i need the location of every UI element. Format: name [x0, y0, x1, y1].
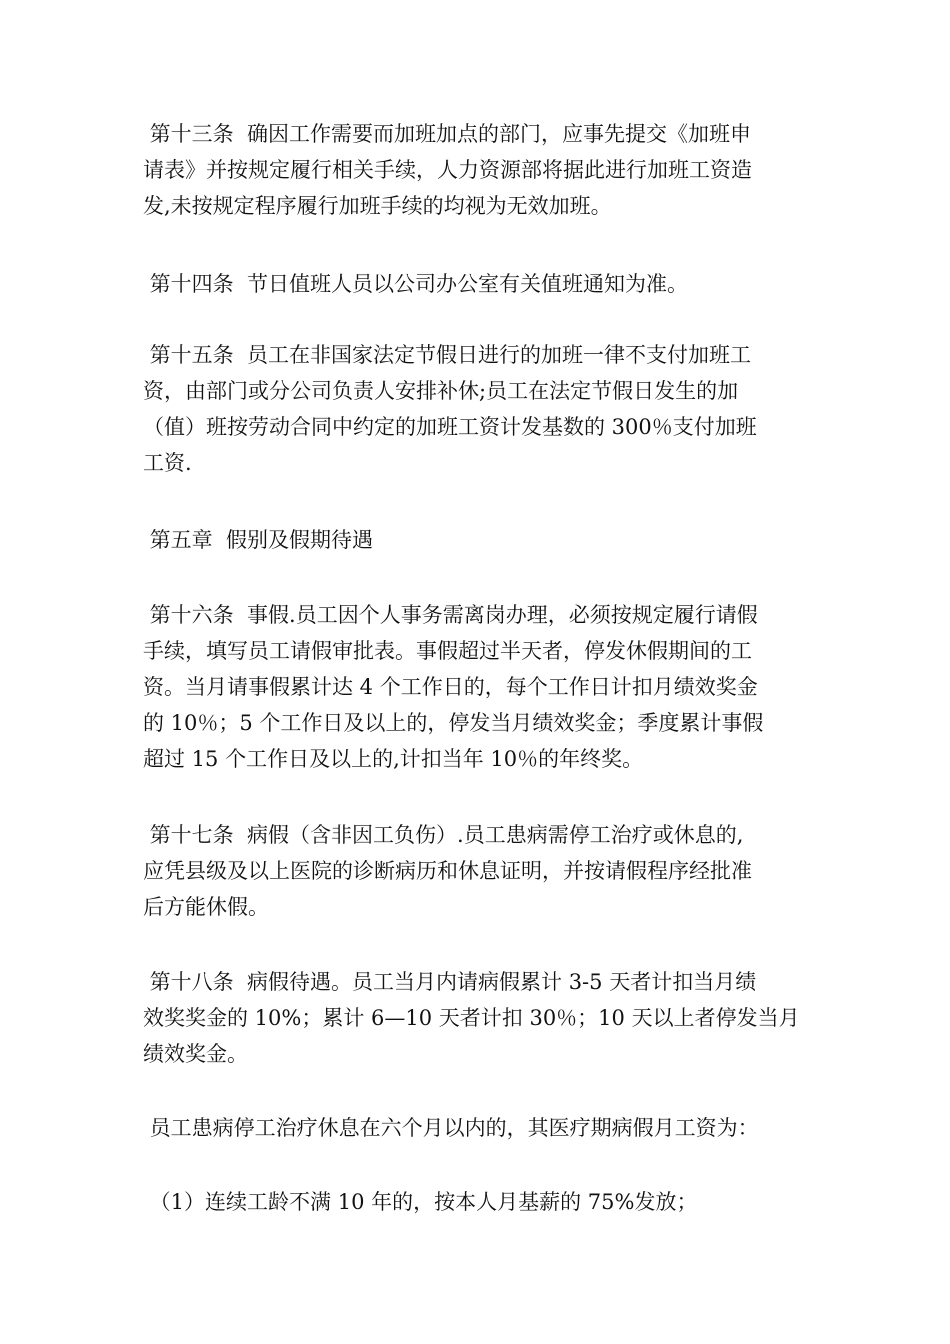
text-line: 资，由部门或分公司负责人安排补休;员工在法定节假日发生的加: [143, 379, 739, 403]
article-13-paragraph: [143, 116, 815, 224]
text-line: 员工患病停工治疗休息在六个月以内的，其医疗期病假月工资为：: [143, 1116, 759, 1140]
article-17-paragraph: [143, 817, 815, 925]
text-line: 第十五条 员工在非国家法定节假日进行的加班一律不支付加班工: [143, 343, 752, 367]
text-line: 第十四条 节日值班人员以公司办公室有关值班通知为准。: [143, 272, 689, 296]
item-1-paragraph: [143, 1184, 815, 1220]
text-line: 超过 15 个工作日及以上的,计扣当年 10％的年终奖。: [143, 747, 644, 771]
sick-leave-pay-paragraph: [143, 1110, 815, 1146]
text-line: 第五章 假别及假期待遇: [143, 528, 374, 552]
article-14-paragraph: [143, 266, 815, 302]
text-line: 第十七条 病假（含非因工负伤）.员工患病需停工治疗或休息的,: [143, 823, 744, 847]
text-line: 资。当月请事假累计达 4 个工作日的，每个工作日计扣月绩效奖金: [143, 675, 758, 699]
article-16-paragraph: [143, 597, 815, 777]
article-18-paragraph: [143, 964, 815, 1072]
chapter-5-heading: [143, 522, 815, 558]
text-line: 手续，填写员工请假审批表。事假超过半天者，停发休假期间的工: [143, 639, 752, 663]
text-line: （值）班按劳动合同中约定的加班工资计发基数的 300％支付加班: [143, 415, 757, 439]
text-line: （1）连续工龄不满 10 年的，按本人月基薪的 75%发放；: [143, 1190, 698, 1214]
text-line: 后方能休假。: [143, 895, 269, 919]
text-line: 请表》并按规定履行相关手续，人力资源部将据此进行加班工资造: [143, 158, 752, 182]
text-line: 的 10％；5 个工作日及以上的，停发当月绩效奖金；季度累计事假: [143, 711, 764, 735]
text-line: 绩效奖金。: [143, 1042, 248, 1066]
text-line: 第十三条 确因工作需要而加班加点的部门，应事先提交《加班申: [143, 122, 752, 146]
text-line: 第十八条 病假待遇。员工当月内请病假累计 3-5 天者计扣当月绩: [143, 970, 757, 994]
article-15-paragraph: [143, 337, 815, 481]
text-line: 效奖奖金的 10%；累计 6—10 天者计扣 30％；10 天以上者停发当月: [143, 1006, 800, 1030]
text-line: 应凭县级及以上医院的诊断病历和休息证明，并按请假程序经批准: [143, 859, 752, 883]
text-line: 工资.: [143, 451, 192, 475]
text-line: 第十六条 事假.员工因个人事务需离岗办理，必须按规定履行请假: [143, 603, 758, 627]
text-line: 发,未按规定程序履行加班手续的均视为无效加班。: [143, 194, 612, 218]
